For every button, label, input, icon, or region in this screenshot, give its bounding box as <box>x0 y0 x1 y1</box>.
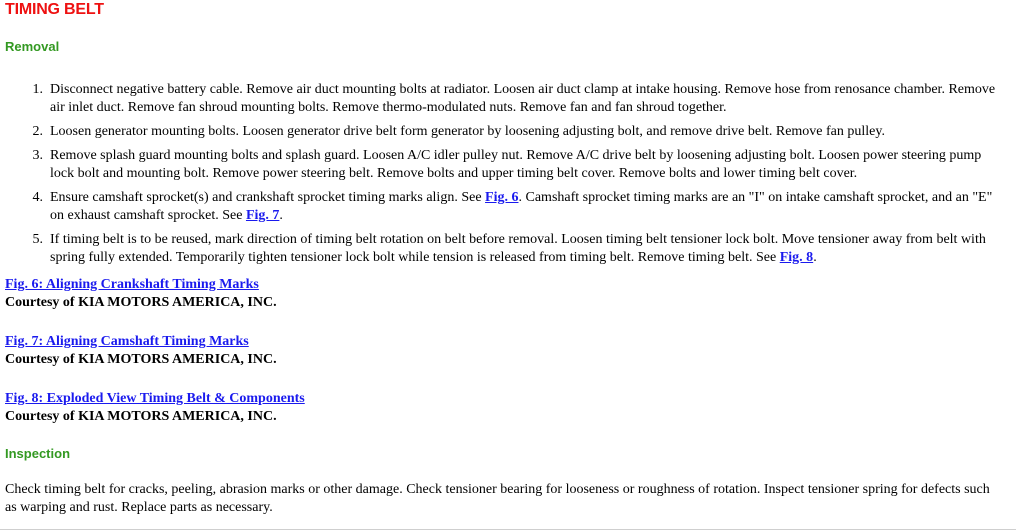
removal-heading: Removal <box>5 39 60 54</box>
figure-6-block <box>5 276 1011 312</box>
figure-7-block <box>5 333 1011 369</box>
list-item <box>5 189 1011 225</box>
step-text-part: . Camshaft sprocket timing marks are an "I" on intake camshaft sprocket, and an "E" on exhaust camshaft sprocket. See <box>50 190 993 223</box>
inspection-text: Check timing belt for cracks, peeling, abrasion marks or other damage. Check tensioner bearing for looseness or roughness of rotation. Inspect tensioner spring for defects such as warping and rust. Replace parts as necessary. <box>5 482 990 515</box>
list-item <box>5 147 1011 183</box>
figure-courtesy: Courtesy of KIA MOTORS AMERICA, INC. <box>5 352 277 367</box>
step-text-part: . <box>279 208 283 223</box>
step-text: Remove splash guard mounting bolts and splash guard. Loosen A/C idler pulley nut. Remove A/C drive belt by loosening adjusting bolt. Loosen power steering pump lock bolt and mounting bolt. Remove power steering belt. Remove bolts and upper timing belt cover. Remove bolts and lower timing belt cover. <box>50 148 982 181</box>
step-text: Disconnect negative battery cable. Remove air duct mounting bolts at radiator. Loosen air duct clamp at intake housing. Remove hose from renosance chamber. Remove air inlet duct. Remove fan shroud mounting bolts. Remove thermo-modulated nuts. Remove fan and fan shroud together. <box>50 82 996 115</box>
step-text: Loosen generator mounting bolts. Loosen generator drive belt form generator by loosening adjusting bolt, and remove drive belt. Remove fan pulley. <box>50 124 885 139</box>
list-item <box>5 123 1011 141</box>
list-item <box>5 231 1011 267</box>
step-text <box>43 189 1011 225</box>
step-text-part: . <box>813 250 817 265</box>
list-item <box>5 81 1011 117</box>
step-text-part: Ensure camshaft sprocket(s) and crankshaft sprocket timing marks align. See <box>50 190 486 205</box>
step-number: 2. <box>32 124 43 139</box>
figure-courtesy: Courtesy of KIA MOTORS AMERICA, INC. <box>5 295 277 310</box>
removal-steps-list <box>5 81 1011 267</box>
fig-6-caption-link[interactable]: Fig. 6: Aligning Crankshaft Timing Marks <box>5 277 259 292</box>
figure-8-block <box>5 390 1011 426</box>
fig-8-link[interactable]: Fig. 8 <box>779 250 814 265</box>
fig-7-link[interactable]: Fig. 7 <box>245 208 280 223</box>
fig-6-link[interactable]: Fig. 6 <box>485 190 519 205</box>
step-number: 3. <box>32 148 43 163</box>
page-title: TIMING BELT <box>5 1 104 18</box>
step-text-part: If timing belt is to be reused, mark direction of timing belt rotation on belt before removal. Loosen timing belt tensioner lock bolt. Move tensioner away from belt with spring fully extended. Temporarily tighten tensioner lock bolt while tension is released from timing belt. Remove timing belt. See <box>50 232 986 265</box>
step-number: 4. <box>32 190 43 205</box>
step-text <box>43 231 1011 267</box>
inspection-heading: Inspection <box>5 446 71 461</box>
step-number: 1. <box>32 82 43 97</box>
fig-7-caption-link[interactable]: Fig. 7: Aligning Camshaft Timing Marks <box>5 334 249 349</box>
fig-8-caption-link[interactable]: Fig. 8: Exploded View Timing Belt & Components <box>5 391 305 406</box>
step-number: 5. <box>32 232 43 247</box>
figure-courtesy: Courtesy of KIA MOTORS AMERICA, INC. <box>5 409 277 424</box>
